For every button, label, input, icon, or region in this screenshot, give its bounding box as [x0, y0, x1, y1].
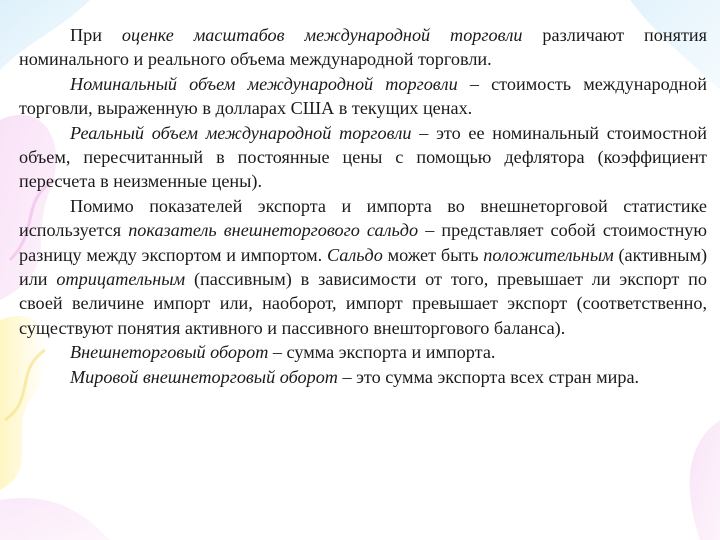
text-run: – это ее номинальный стоимостной объем, пересчитанный в постоянные цены с помощью дефлятора (коэффициент пересчета в неизменные цены).: [19, 122, 707, 192]
italic-term: положительным: [483, 244, 614, 265]
italic-term: Мировой внешнеторговый оборот: [70, 366, 338, 387]
italic-term: Номинальный объем международной торговли: [70, 73, 458, 94]
text-run: различают понятия номинального и реального объема международной торговли.: [19, 25, 708, 70]
paragraph: [19, 23, 707, 72]
text-run: Помимо показателей экспорта и импорта во внешнеторговой статистике используется: [19, 195, 707, 241]
text-run: – сумма экспорта и импорта.: [268, 342, 496, 363]
text-run: – представляет собой стоимостную разницу между экспортом и импортом.: [19, 220, 707, 265]
italic-term: Сальдо: [326, 244, 383, 265]
text-run: – это сумма экспорта всех стран мира.: [337, 366, 640, 387]
paragraph: [19, 340, 707, 364]
paragraph: [19, 121, 707, 194]
paragraph: [19, 365, 707, 389]
italic-term: оценке масштабов международной торговли: [121, 25, 523, 45]
text-run: может быть: [382, 244, 484, 265]
text-run: При: [70, 25, 122, 45]
paragraph: [19, 72, 707, 121]
text-run: (пассивным) в зависимости от того, превышает ли экспорт по своей величине импорт или, наоборот, импорт превышает экспорт (соответственно, существуют понятия активного и пассивного внешторгового баланса).: [19, 269, 708, 338]
italic-term: Внешнеторговый оборот: [70, 342, 269, 363]
paragraph: [19, 194, 707, 340]
text-run: (активным) или: [19, 244, 708, 290]
italic-term: отрицательным: [56, 269, 186, 290]
italic-term: показатель внешнеторгового сальдо: [128, 220, 419, 241]
document-text: [19, 23, 707, 389]
text-run: – стоимость международной торговли, выраженную в долларах США в текущих ценах.: [19, 73, 707, 119]
italic-term: Реальный объем международной торговли: [70, 122, 412, 143]
